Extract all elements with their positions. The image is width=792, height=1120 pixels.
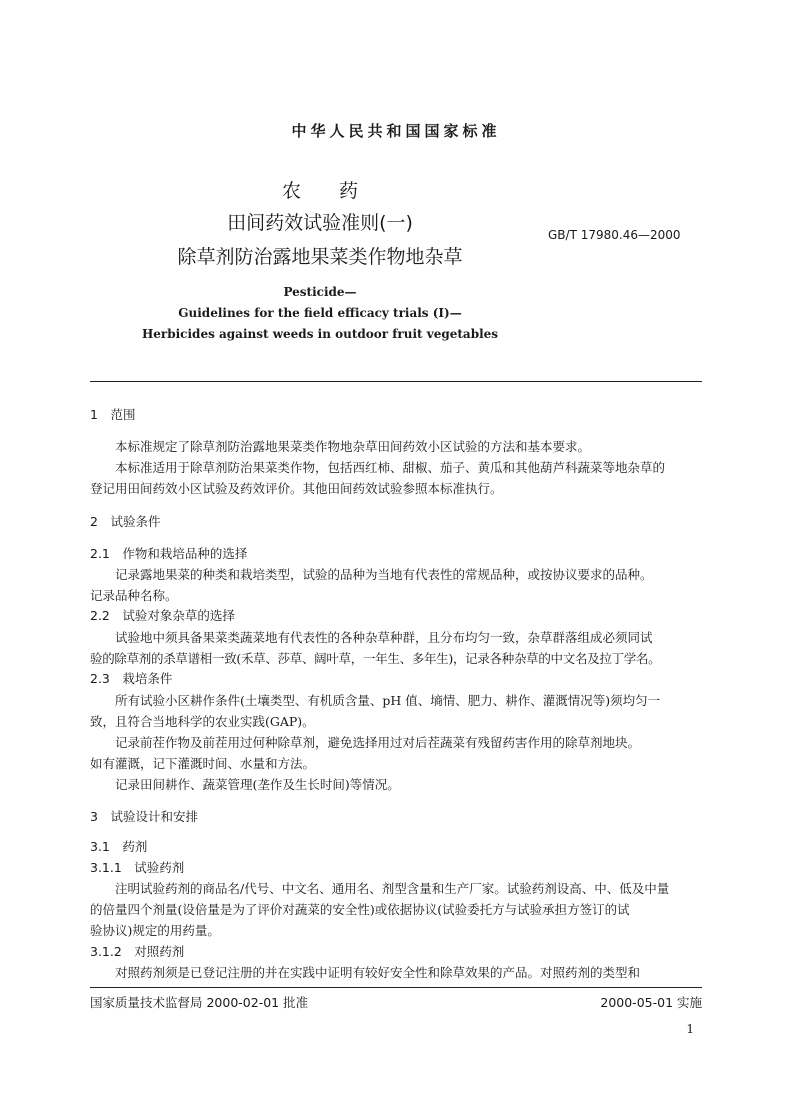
section-2-3-paragraph-1-line-1: 所有试验小区耕作条件(土壤类型、有机质含量、pH 值、墒情、肥力、耕作、灌溉情况等)须均匀一 xyxy=(115,693,661,708)
section-1-paragraph-2-line-2: 登记用田间药效小区试验及药效评价。其他田间药效试验参照本标准执行。 xyxy=(90,481,503,496)
section-3-1-1-line-1: 注明试验药剂的商品名/代号、中文名、通用名、剂型含量和生产厂家。试验药剂设高、中、低及中量 xyxy=(115,881,670,896)
english-title-line-3: Herbicides against weeds in outdoor fruit vegetables xyxy=(141,327,499,341)
title-line-2: 田间药效试验准则(一) xyxy=(227,212,413,234)
section-2-3-paragraph-1-line-2: 致，且符合当地科学的农业实践(GAP)。 xyxy=(90,714,315,729)
section-2-2-heading: 2.2 试验对象杂草的选择 xyxy=(90,608,235,623)
footer-divider xyxy=(90,987,702,988)
section-2-1-line-1: 记录露地果菜的种类和栽培类型，试验的品种为当地有代表性的常规品种，或按协议要求的品种。 xyxy=(115,567,653,582)
section-1-heading: 1 范围 xyxy=(90,407,136,422)
section-3-1-1-heading: 3.1.1 试验药剂 xyxy=(90,860,185,875)
section-3-1-1-line-2: 的倍量四个剂量(设倍量是为了评价对蔬菜的安全性)或依据协议(试验委托方与试验承担方签订的试 xyxy=(90,902,630,917)
section-3-1-1-line-3: 验协议)规定的用药量。 xyxy=(90,923,220,938)
section-2-3-paragraph-3: 记录田间耕作、蔬菜管理(垄作及生长时间)等情况。 xyxy=(115,777,400,792)
national-standard-heading: 中华人民共和国国家标准 xyxy=(291,122,501,140)
section-2-3-paragraph-2-line-2: 如有灌溉，记下灌溉时间、水量和方法。 xyxy=(90,756,316,771)
approval-note: 国家质量技术监督局 2000-02-01 批准 xyxy=(90,995,309,1010)
section-2-heading: 2 试验条件 xyxy=(90,514,161,529)
page-number: 1 xyxy=(686,1022,694,1036)
implementation-date: 2000-05-01 实施 xyxy=(600,995,702,1010)
section-2-1-line-2: 记录品种名称。 xyxy=(90,588,178,603)
section-2-3-paragraph-2-line-1: 记录前茬作物及前茬用过何种除草剂，避免选择用过对后茬蔬菜有残留药害作用的除草剂地块。 xyxy=(115,735,641,750)
section-2-2-line-2: 验的除草剂的杀草谱相一致(禾草、莎草、阔叶草，一年生、多年生)，记录各种杂草的中文名及拉丁学名。 xyxy=(90,651,661,666)
english-title-line-1: Pesticide— xyxy=(283,285,357,299)
title-line-1: 农 药 xyxy=(281,180,358,202)
english-title-line-2: Guidelines for the field efficacy trials (Ⅰ)— xyxy=(178,306,462,320)
header-divider xyxy=(90,381,702,382)
section-3-heading: 3 试验设计和安排 xyxy=(90,809,198,824)
section-2-3-heading: 2.3 栽培条件 xyxy=(90,671,173,686)
section-1-paragraph-1: 本标准规定了除草剂防治露地果菜类作物地杂草田间药效小区试验的方法和基本要求。 xyxy=(115,439,591,454)
section-2-1-heading: 2.1 作物和栽培品种的选择 xyxy=(90,546,248,561)
section-3-1-heading: 3.1 药剂 xyxy=(90,839,148,854)
section-1-paragraph-2-line-1: 本标准适用于除草剂防治果菜类作物，包括西红柿、甜椒、茄子、黄瓜和其他葫芦科蔬菜等地杂草的 xyxy=(115,460,666,475)
section-2-2-line-1: 试验地中须具备果菜类蔬菜地有代表性的各种杂草种群，且分布均匀一致，杂草群落组成必须同试 xyxy=(115,630,653,645)
standard-number: GB/T 17980.46—2000 xyxy=(548,228,681,242)
title-line-3: 除草剂防治露地果菜类作物地杂草 xyxy=(177,246,463,268)
section-3-1-2-line-1: 对照药剂须是已登记注册的并在实践中证明有较好安全性和除草效果的产品。对照药剂的类型和 xyxy=(115,965,641,980)
section-3-1-2-heading: 3.1.2 对照药剂 xyxy=(90,944,185,959)
